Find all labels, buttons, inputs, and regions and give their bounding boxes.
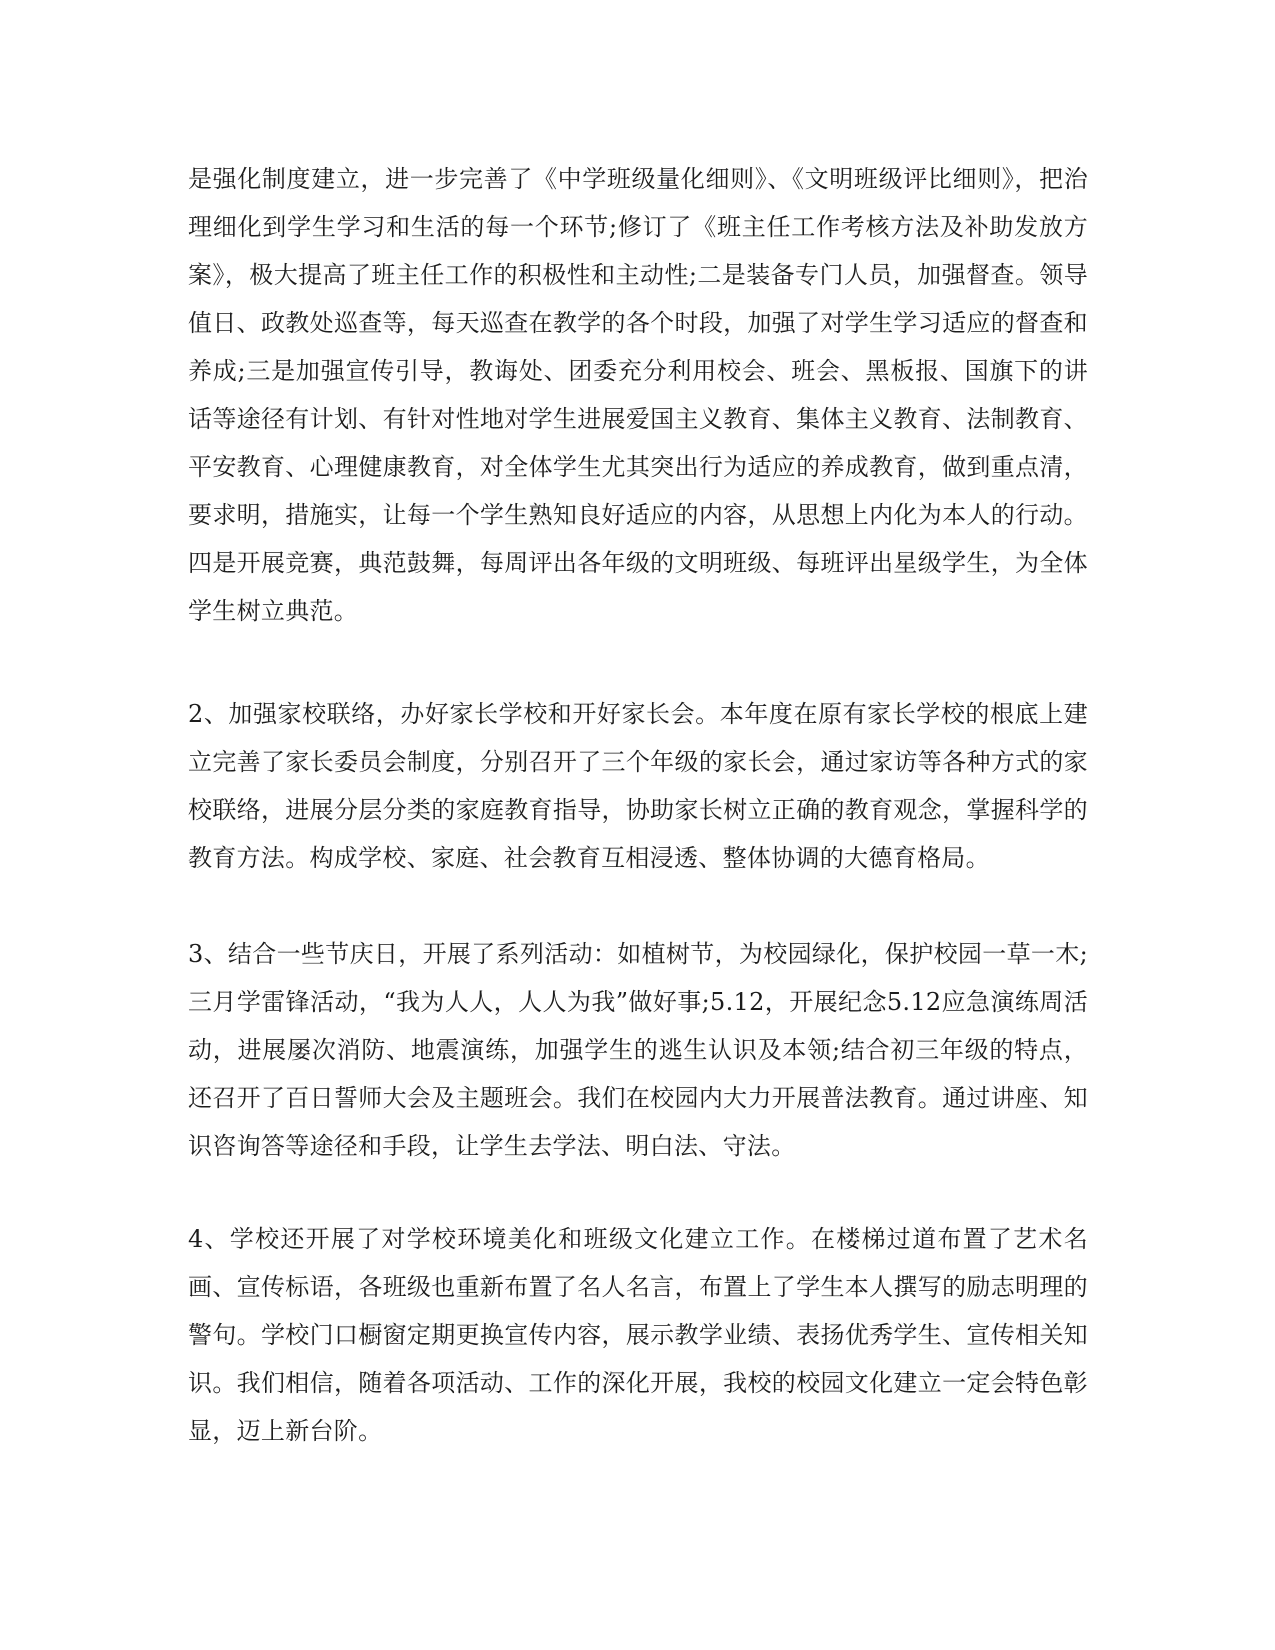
paragraph-1: 是强化制度建立，进一步完善了《中学班级量化细则》、《文明班级评比细则》，把治理细化到学生学习和生活的每一个环节;修订了《班主任工作考核方法及补助发放方案》，极大提高了班主任工作的积极性和主动性;二是装备专门人员，加强督查。领导值日、政教处巡查等，每天巡查在教学的各个时段，加强了对学生学习适应的督查和养成;三是加强宣传引导，教诲处、团委充分利用校会、班会、黑板报、国旗下的讲话等途径有计划、有针对性地对学生进展爱国主义教育、集体主义教育、法制教育、平安教育、心理健康教育，对全体学生尤其突出行为适应的养成教育，做到重点清，要求明，措施实，让每一个学生熟知良好适应的内容，从思想上内化为本人的行动。四是开展竞赛，典范鼓舞，每周评出各年级的文明班级、每班评出星级学生，为全体学生树立典范。 xyxy=(188,165,1088,625)
paragraph-3: 3、结合一些节庆日，开展了系列活动：如植树节，为校园绿化，保护校园一草一木;三月学雷锋活动，“我为人人，人人为我”做好事;5.12，开展纪念5.12应急演练周活动，进展屡次消防、地震演练，加强学生的逃生认识及本领;结合初三年级的特点，还召开了百日誓师大会及主题班会。我们在校园内大力开展普法教育。通过讲座、知识咨询答等途径和手段，让学生去学法、明白法、守法。 xyxy=(188,940,1088,1160)
paragraph-4: 4、学校还开展了对学校环境美化和班级文化建立工作。在楼梯过道布置了艺术名画、宣传标语，各班级也重新布置了名人名言，布置上了学生本人撰写的励志明理的警句。学校门口橱窗定期更换宣传内容，展示教学业绩、表扬优秀学生、宣传相关知识。我们相信，随着各项活动、工作的深化开展，我校的校园文化建立一定会特色彰显，迈上新台阶。 xyxy=(188,1225,1088,1445)
paragraph-2: 2、加强家校联络，办好家长学校和开好家长会。本年度在原有家长学校的根底上建立完善了家长委员会制度，分别召开了三个年级的家长会，通过家访等各种方式的家校联络，进展分层分类的家庭教育指导，协助家长树立正确的教育观念，掌握科学的教育方法。构成学校、家庭、社会教育互相浸透、整体协调的大德育格局。 xyxy=(188,700,1088,872)
